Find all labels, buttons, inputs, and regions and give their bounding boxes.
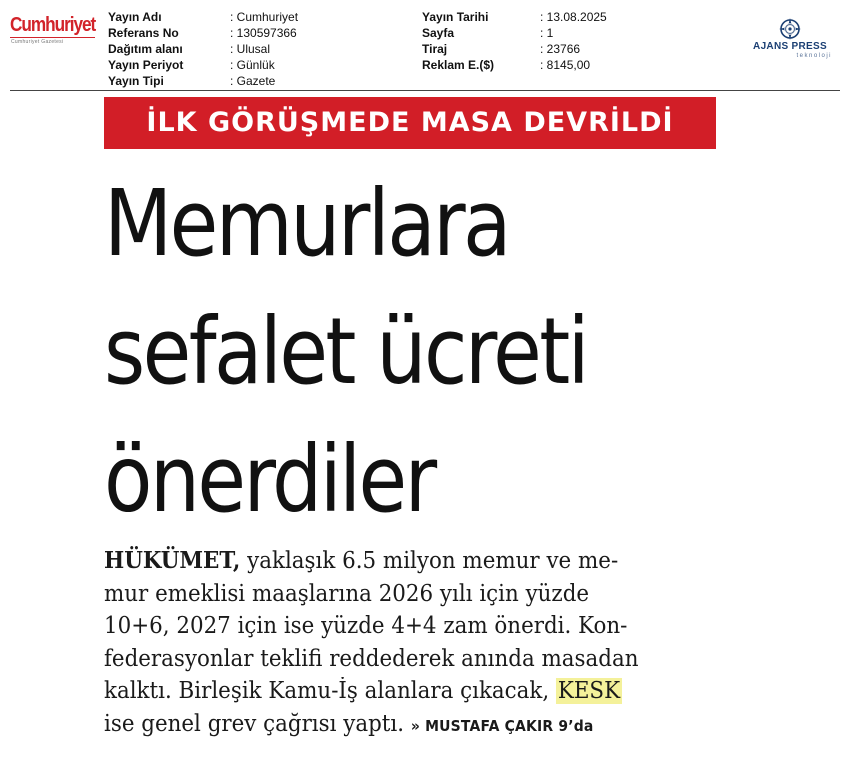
- meta-label: Sayfa: [422, 26, 455, 40]
- meta-label: Yayın Adı: [108, 10, 162, 24]
- logo-subtitle: Cumhuriyet Gazetesi: [11, 39, 64, 45]
- meta-row: [422, 57, 682, 73]
- body-line: [104, 675, 681, 708]
- body-text-segment: ise genel grev çağrısı yaptı.: [104, 710, 411, 737]
- agency-subtitle: teknoloji: [796, 53, 832, 59]
- meta-row: [422, 25, 682, 41]
- meta-row: [422, 9, 682, 25]
- ajans-press-logo: [742, 18, 838, 59]
- lead-word: HÜKÜMET,: [104, 547, 241, 574]
- meta-value: : 1: [540, 26, 554, 40]
- publication-info-left: [108, 9, 408, 89]
- body-text-segment: yaklaşık 6.5 milyon memur ve me-: [240, 548, 619, 574]
- highlighted-term: KESK: [557, 678, 621, 704]
- body-line: [104, 545, 681, 578]
- body-line: mur emeklisi maaşlarına 2026 yılı için yüzde: [104, 580, 590, 607]
- meta-label: Yayın Periyot: [108, 58, 184, 72]
- meta-label: Reklam E.($): [422, 58, 495, 72]
- meta-value: : Ulusal: [230, 42, 271, 56]
- meta-value: : Cumhuriyet: [230, 10, 299, 24]
- meta-value: : Günlük: [230, 58, 275, 72]
- meta-value: : Gazete: [230, 74, 276, 88]
- kicker-banner: İLK GÖRÜŞMEDE MASA DEVRİLDİ: [104, 97, 716, 149]
- meta-row: [422, 41, 682, 57]
- meta-value: : 13.08.2025: [540, 10, 607, 24]
- meta-row: [108, 73, 408, 89]
- body-line: [104, 708, 681, 743]
- clipping-header: [0, 0, 850, 92]
- meta-value: : 8145,00: [540, 58, 591, 72]
- meta-value: : 23766: [540, 42, 581, 56]
- meta-row: [108, 57, 408, 73]
- body-line: 10+6, 2027 için ise yüzde 4+4 zam önerdi. Kon-: [104, 613, 628, 639]
- byline-reference: » MUSTAFA ÇAKIR 9’da: [410, 716, 594, 735]
- cumhuriyet-logo: Cumhuriyet: [10, 14, 96, 36]
- article-body: [104, 545, 724, 742]
- compass-icon: [779, 18, 801, 40]
- meta-label: Yayın Tarihi: [422, 10, 489, 24]
- logo-underline: [10, 37, 95, 38]
- meta-row: [108, 41, 408, 57]
- body-text-segment: kalktı. Birleşik Kamu-İş alanlara çıkacak,: [104, 678, 556, 704]
- meta-label: Yayın Tipi: [108, 74, 164, 88]
- meta-row: [108, 9, 408, 25]
- publication-info-right: [422, 9, 682, 73]
- agency-name: AJANS PRESS: [753, 41, 827, 52]
- meta-label: Tiraj: [422, 42, 448, 56]
- meta-row: [108, 25, 408, 41]
- meta-label: Referans No: [108, 26, 179, 40]
- body-line: federasyonlar teklifi reddederek anında masadan: [104, 645, 639, 672]
- header-divider: [10, 90, 840, 91]
- meta-label: Dağıtım alanı: [108, 42, 183, 56]
- article-headline: [104, 160, 724, 544]
- headline-line: önerdiler: [104, 426, 435, 533]
- meta-value: : 130597366: [230, 26, 297, 40]
- headline-line: Memurlara: [104, 170, 509, 277]
- headline-line: sefalet ücreti: [104, 298, 588, 405]
